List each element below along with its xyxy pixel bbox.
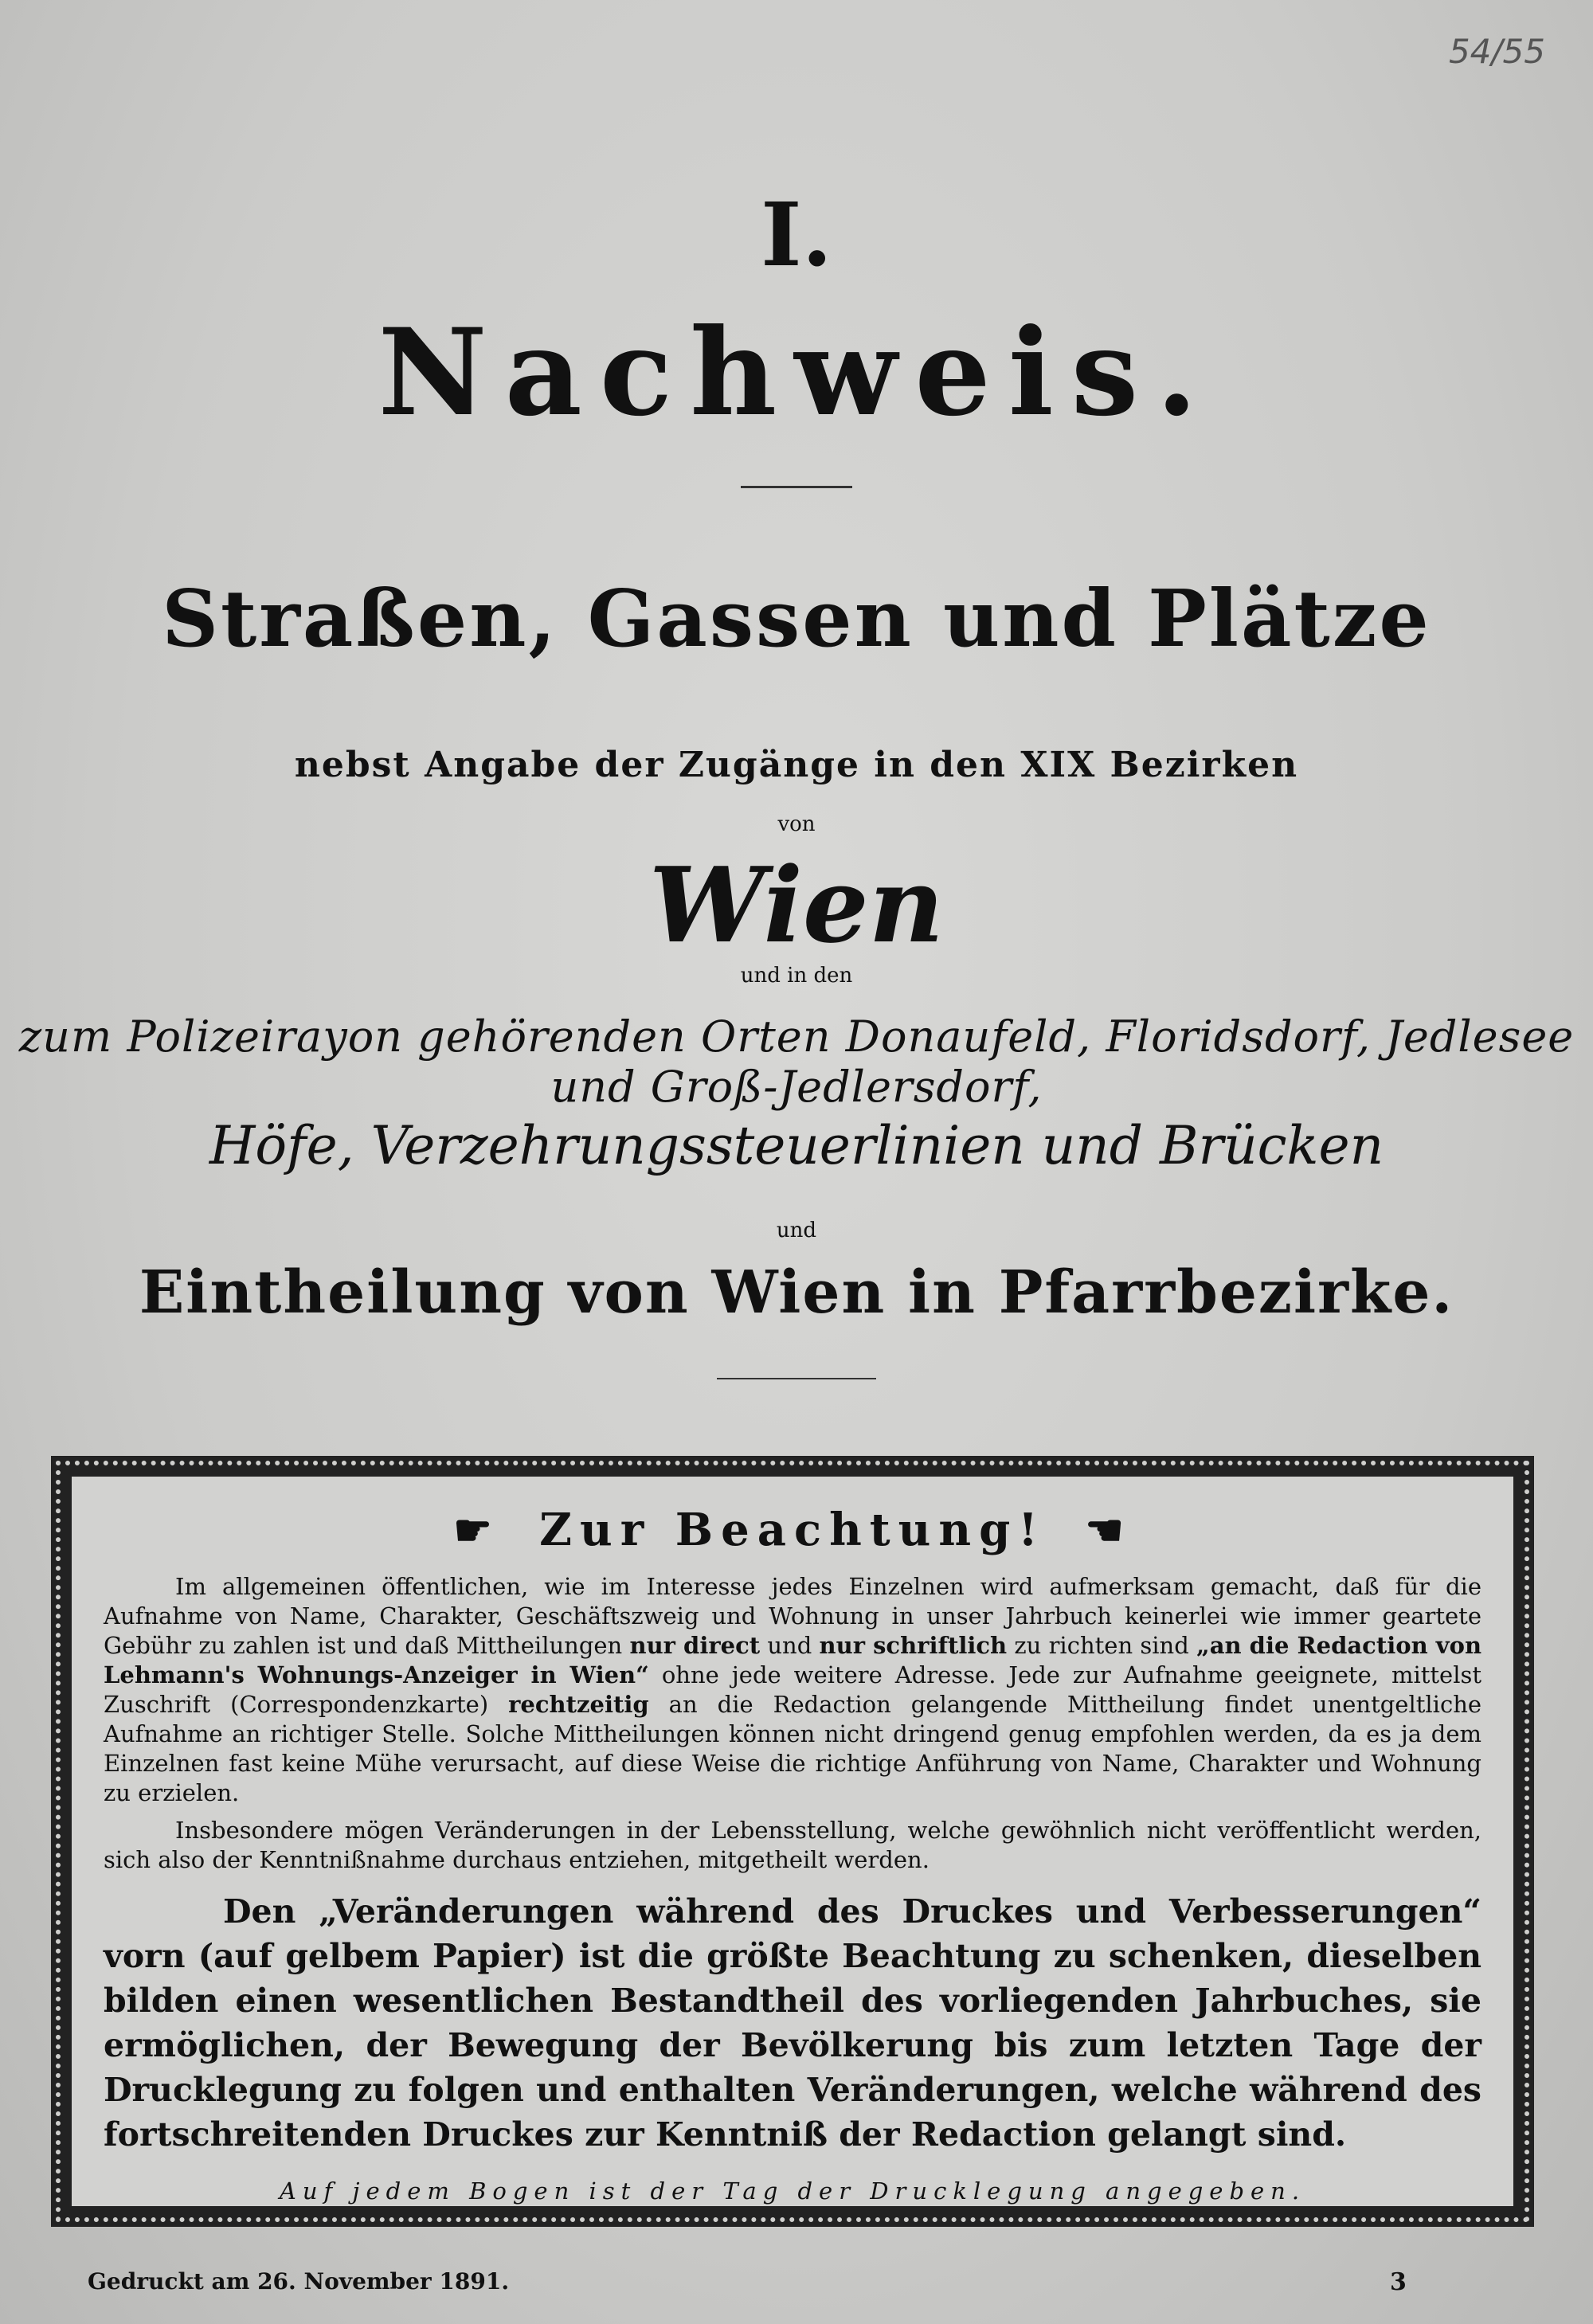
city-name: Wien — [648, 844, 945, 966]
para1-bold-rechtzeitig: rechtzeitig — [508, 1691, 649, 1718]
page-number: 3 — [1390, 2268, 1407, 2296]
para1-bold-schriftlich: nur schriftlich — [819, 1632, 1008, 1659]
notice-box — [51, 1456, 1534, 2227]
para1-text-a: Im allgemeinen öffentlichen, wie im Interesse jedes Einzelnen wird aufmerksam gemacht, daß für die Aufnahme von Name, Charakter, Geschäftszweig und Wohnung in unser Jahrbuch keinerlei wie immer geartete Gebühr zu zahlen ist und daß Mittheilungen — [104, 1573, 1481, 1659]
section-divider — [717, 1378, 876, 1379]
para1-text-c: ohne jede weitere Adresse. Jede zur Aufnahme geeignete, mittelst Zuschrift (Correspondenzkarte) — [104, 1661, 1482, 1718]
notice-paragraph-2: Insbesondere mögen Veränderungen in der Lebensstellung, welche gewöhnlich nicht veröffentlicht werden, sich also der Kenntnißnahme durchaus entziehen, mitgetheilt werden. — [104, 1817, 1481, 1873]
pencil-annotation: 54/55 — [1448, 32, 1545, 71]
para1-text-b: zu richten sind — [1014, 1632, 1189, 1659]
pointing-hand-right-icon: ☚ — [1085, 1504, 1132, 1555]
notice-heading — [104, 1504, 1481, 1556]
notice-content — [104, 1504, 1482, 2205]
notice-footline: Auf jedem Bogen ist der Tag der Drucklegung angegeben. — [279, 2177, 1306, 2205]
printed-date: Gedruckt am 26. November 1891. — [88, 2268, 510, 2295]
subtitle-line2: nebst Angabe der Zugänge in den XIX Bezirken — [294, 745, 1299, 785]
notice-paragraph-1 — [104, 1572, 1481, 1808]
und-in-den-label: und in den — [740, 964, 853, 988]
eintheilung-line: Eintheilung von Wien in Pfarrbezirke. — [139, 1258, 1454, 1327]
para1-bold-redaction: „an die Redaction von Lehmann's Wohnungs-Anzeiger in Wien“ — [104, 1632, 1482, 1688]
hoefe-line: Höfe, Verzehrungssteuerlinien und Brücken — [209, 1115, 1384, 1176]
pointing-hand-left-icon: ☛ — [453, 1504, 500, 1555]
para1-bold-direct: nur direct — [629, 1632, 761, 1659]
subtitle-main: Straßen, Gassen und Plätze — [162, 573, 1431, 665]
von-label: von — [777, 812, 816, 836]
und-label: und — [776, 1219, 817, 1242]
notice-paragraph-3: Den „Veränderungen während des Druckes und Verbesserungen“ vorn (auf gelbem Papier) ist die größte Beachtung zu schenken, dieselben bilden einen wesentlichen Bestandtheil des vorliegenden Jahrbuches, sie ermöglichen, der Bewegung der Bevölkerung bis zum letzten Tage der Drucklegung zu folgen und enthalten Veränderungen, welche während des fortschreitenden Druckes zur Kenntniß der Redaction gelangt sind. — [104, 1892, 1481, 2154]
title-divider — [741, 486, 852, 488]
page-title: Nachweis. — [378, 303, 1215, 443]
orte-line: zum Polizeirayon gehörenden Orten Donaufeld, Floridsdorf, Jedlesee und Groß-Jedlersdorf, — [18, 1011, 1575, 1112]
para1-text-d: an die Redaction gelangende Mittheilung findet unentgeltliche Aufnahme an richtiger Stelle. Solche Mittheilungen können nicht dringend genug empfohlen werden, da es ja dem Einzelnen fast keine Mühe verursacht, auf diese Weise die richtige Anführung von Name, Charakter und Wohnung zu erzielen. — [104, 1691, 1482, 1806]
notice-heading-text: Zur Beachtung! — [539, 1504, 1046, 1556]
roman-numeral: I. — [761, 183, 832, 286]
para1-und: und — [767, 1632, 812, 1659]
